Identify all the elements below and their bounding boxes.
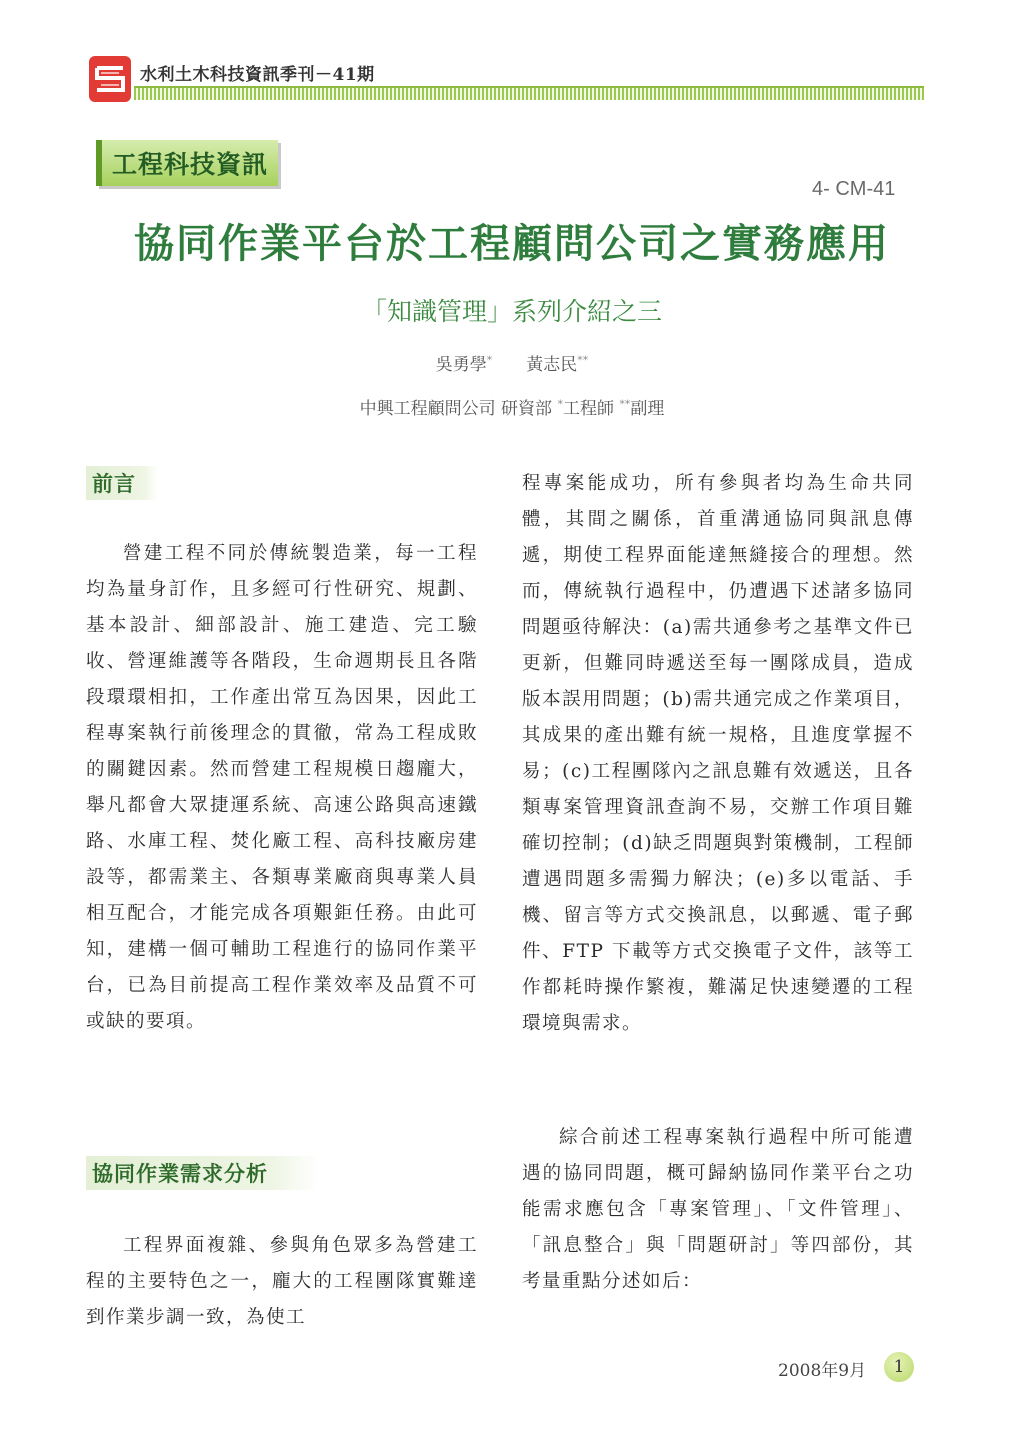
- section-heading-label: 協同作業需求分析: [92, 1162, 268, 1186]
- magazine-logo-icon: [89, 56, 131, 102]
- issue-date: 2008年9月: [778, 1361, 867, 1381]
- category-tag: [96, 140, 278, 186]
- author-name: 吳勇學: [435, 355, 487, 375]
- author-line: [0, 350, 1024, 375]
- needs-paragraph-right: 程專案能成功，所有參與者均為生命共同體，其間之關係，首重溝通協同與訊息傳遞，期使工程界面能達無縫接合的理想。然而，傳統執行過程中，仍遭遇下述諸多協同問題亟待解決：(a)需共通參考之基準文件已更新，但難同時遞送至每一團隊成員，造成版本誤用問題；(b)需共通完成之作業項目，其成果的產出難有統一規格，且進度掌握不易；(c)工程團隊內之訊息難有效遞送，且各類專案管理資訊查詢不易，交辦工作項目難確切控制；(d)缺乏問題與對策機制，工程師遭遇問題多需獨力解決；(e)多以電話、手機、留言等方式交換訊息，以郵遞、電子郵件、FTP 下載等方式交換電子文件，該等工作都耗時操作繁複，難滿足快速變遷的工程環境與需求。: [522, 473, 914, 1034]
- author-mark: **: [577, 353, 589, 367]
- intro-paragraph: 營建工程不同於傳統製造業，每一工程均為量身訂作，且多經可行性研究、規劃、基本設計、細部設計、施工建造、完工驗收、營運維護等各階段，生命週期長且各階段環環相扣，工作產出常互為因果，因此工程專案執行前後理念的貫徹，常為工程成敗的關鍵因素。然而營建工程規模日趨龐大，舉凡都會大眾捷運系統、高速公路與高速鐵路、水庫工程、焚化廠工程、高科技廠房建設等，都需業主、各類專業廠商與專業人員相互配合，才能完成各項艱鉅任務。由此可知，建構一個可輔助工程進行的協同作業平台，已為目前提高工程作業效率及品質不可或缺的要項。: [86, 543, 478, 1032]
- affiliation-mark: *: [557, 397, 563, 411]
- summary-paragraph: 綜合前述工程專案執行過程中所可能遭遇的協同問題，概可歸納協同作業平台之功能需求應包含「專案管理」、「文件管理」、「訊息整合」與「問題研討」等四部份，其考量重點分述如后：: [522, 1127, 914, 1292]
- affiliation-line: [0, 394, 1024, 419]
- journal-title: 水利土木科技資訊季刊－41期: [140, 65, 375, 85]
- section-heading-label: 前言: [92, 472, 136, 496]
- article-title: 協同作業平台於工程顧問公司之實務應用: [134, 221, 890, 267]
- category-label: 工程科技資訊: [111, 150, 268, 179]
- needs-paragraph-left: 工程界面複雜、參與角色眾多為營建工程的主要特色之一，龐大的工程團隊實難達到作業步調一致，為使工: [86, 1235, 478, 1328]
- section-heading-intro: [86, 466, 158, 500]
- page-number: 1: [884, 1352, 914, 1382]
- affiliation-role: 工程師: [562, 399, 620, 419]
- affiliation-mark: **: [619, 397, 631, 411]
- header-rule: [134, 86, 924, 100]
- article-subtitle: 「知識管理」系列介紹之三: [361, 297, 662, 326]
- author-name: 黃志民: [526, 355, 578, 375]
- affiliation-role: 副理: [630, 399, 665, 419]
- section-heading-needs: [86, 1156, 318, 1190]
- author-mark: *: [486, 353, 493, 367]
- affiliation-text: 中興工程顧問公司 研資部: [359, 399, 558, 419]
- article-code: 4- CM-41: [812, 178, 896, 200]
